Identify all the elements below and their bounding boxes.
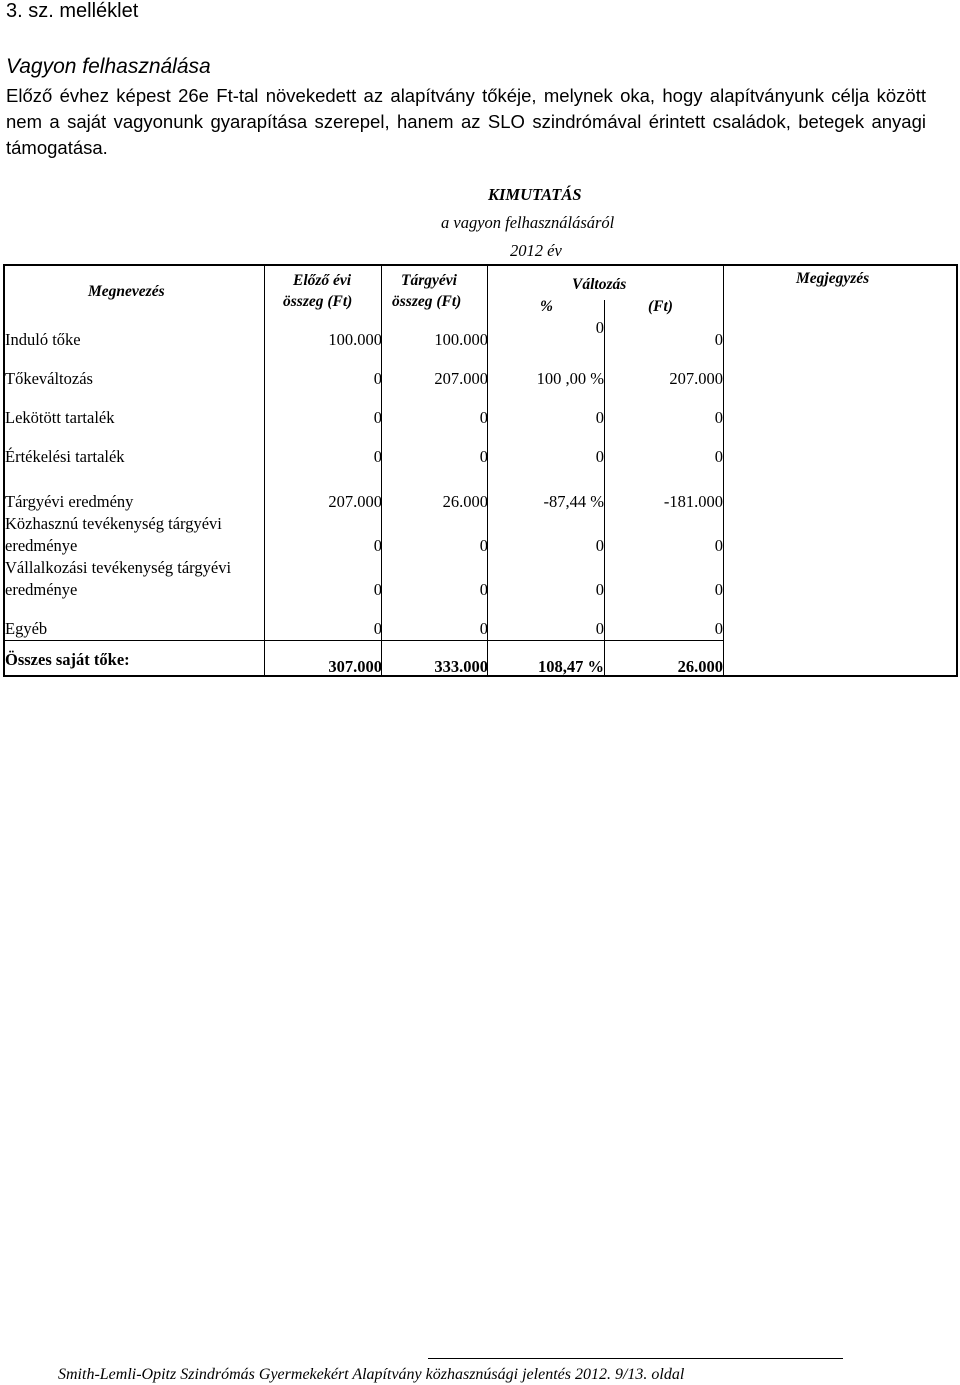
cell-curr: 26.000	[442, 492, 488, 511]
row-name-line2: eredménye	[5, 580, 78, 599]
col-divider	[264, 264, 265, 677]
row-divider	[3, 640, 723, 641]
table-frame	[3, 264, 958, 677]
cell-pct: 108,47 %	[538, 657, 604, 676]
section-title: Vagyon felhasználása	[6, 55, 211, 78]
row-name: Tárgyévi eredmény	[5, 492, 134, 511]
cell-prev: 0	[373, 408, 382, 427]
cell-ft: 0	[714, 619, 723, 638]
cell-curr: 207.000	[434, 369, 488, 388]
row-name: Induló tőke	[5, 330, 81, 349]
header-curr-line2: összeg (Ft)	[392, 293, 462, 310]
row-name-line1: Vállalkozási tevékenység tárgyévi	[5, 558, 232, 577]
intro-paragraph: Előző évhez képest 26e Ft-tal növekedett az alapítvány tőkéje, melynek oka, hogy alapítványunk célja között nem a saját vagyonunk gyarapítása szerepel, hanem az SLO szindrómával érintett családok, betegek anyagi támogatása.	[6, 85, 926, 158]
header-note: Megjegyzés	[796, 270, 870, 287]
col-divider	[381, 264, 382, 677]
report-title: KIMUTATÁS	[488, 185, 582, 204]
report-subtitle: a vagyon felhasználásáról	[441, 213, 615, 232]
cell-pct: 0	[595, 408, 604, 427]
row-name-line2: eredménye	[5, 536, 78, 555]
cell-prev: 0	[373, 580, 382, 599]
cell-curr: 0	[479, 619, 488, 638]
cell-ft: 207.000	[669, 369, 723, 388]
header-prev-line2: összeg (Ft)	[283, 293, 353, 310]
row-name-line1: Közhasznú tevékenység tárgyévi	[5, 514, 222, 533]
cell-curr: 0	[479, 536, 488, 555]
cell-curr: 333.000	[434, 657, 488, 676]
cell-pct: 100 ,00 %	[536, 369, 604, 388]
cell-curr: 100.000	[434, 330, 488, 349]
cell-pct: 0	[595, 580, 604, 599]
page-footer: Smith-Lemli-Opitz Szindrómás Gyermekekért Alapítvány közhasznúsági jelentés 2012. 9/13. oldal	[58, 1366, 685, 1383]
cell-ft: 0	[714, 408, 723, 427]
cell-prev: 0	[373, 447, 382, 466]
header-curr-line1: Tárgyévi	[401, 272, 457, 289]
cell-pct: 0	[595, 536, 604, 555]
cell-curr: 0	[479, 580, 488, 599]
cell-prev: 0	[373, 369, 382, 388]
cell-ft: 0	[714, 580, 723, 599]
cell-curr: 0	[479, 447, 488, 466]
row-name: Tőkeváltozás	[5, 369, 93, 388]
cell-ft: -181.000	[663, 492, 723, 511]
cell-prev: 207.000	[328, 492, 382, 511]
row-name: Lekötött tartalék	[5, 408, 115, 427]
cell-ft: 0	[714, 447, 723, 466]
header-change: Változás	[572, 276, 627, 293]
row-name: Összes saját tőke:	[5, 650, 130, 669]
cell-ft: 0	[714, 536, 723, 555]
cell-prev: 0	[373, 619, 382, 638]
page-header: 3. sz. melléklet	[6, 0, 139, 22]
report-year: 2012 év	[510, 241, 562, 260]
header-prev-line1: Előző évi	[293, 272, 352, 289]
row-name: Egyéb	[5, 619, 48, 638]
cell-prev: 0	[373, 536, 382, 555]
footer-rule	[428, 1358, 843, 1359]
cell-pct: -87,44 %	[543, 492, 604, 511]
col-divider	[723, 264, 724, 677]
header-change-ft: (Ft)	[648, 298, 673, 315]
cell-prev: 100.000	[328, 330, 382, 349]
cell-prev: 307.000	[328, 657, 382, 676]
cell-pct: 0	[595, 619, 604, 638]
row-name: Értékelési tartalék	[5, 447, 125, 466]
col-divider	[487, 264, 488, 677]
cell-ft: 0	[714, 330, 723, 349]
header-name: Megnevezés	[88, 283, 165, 300]
col-divider	[604, 300, 605, 677]
cell-ft: 26.000	[677, 657, 723, 676]
cell-pct: 0	[595, 318, 604, 337]
header-change-pct: %	[540, 298, 553, 315]
cell-curr: 0	[479, 408, 488, 427]
cell-pct: 0	[595, 447, 604, 466]
